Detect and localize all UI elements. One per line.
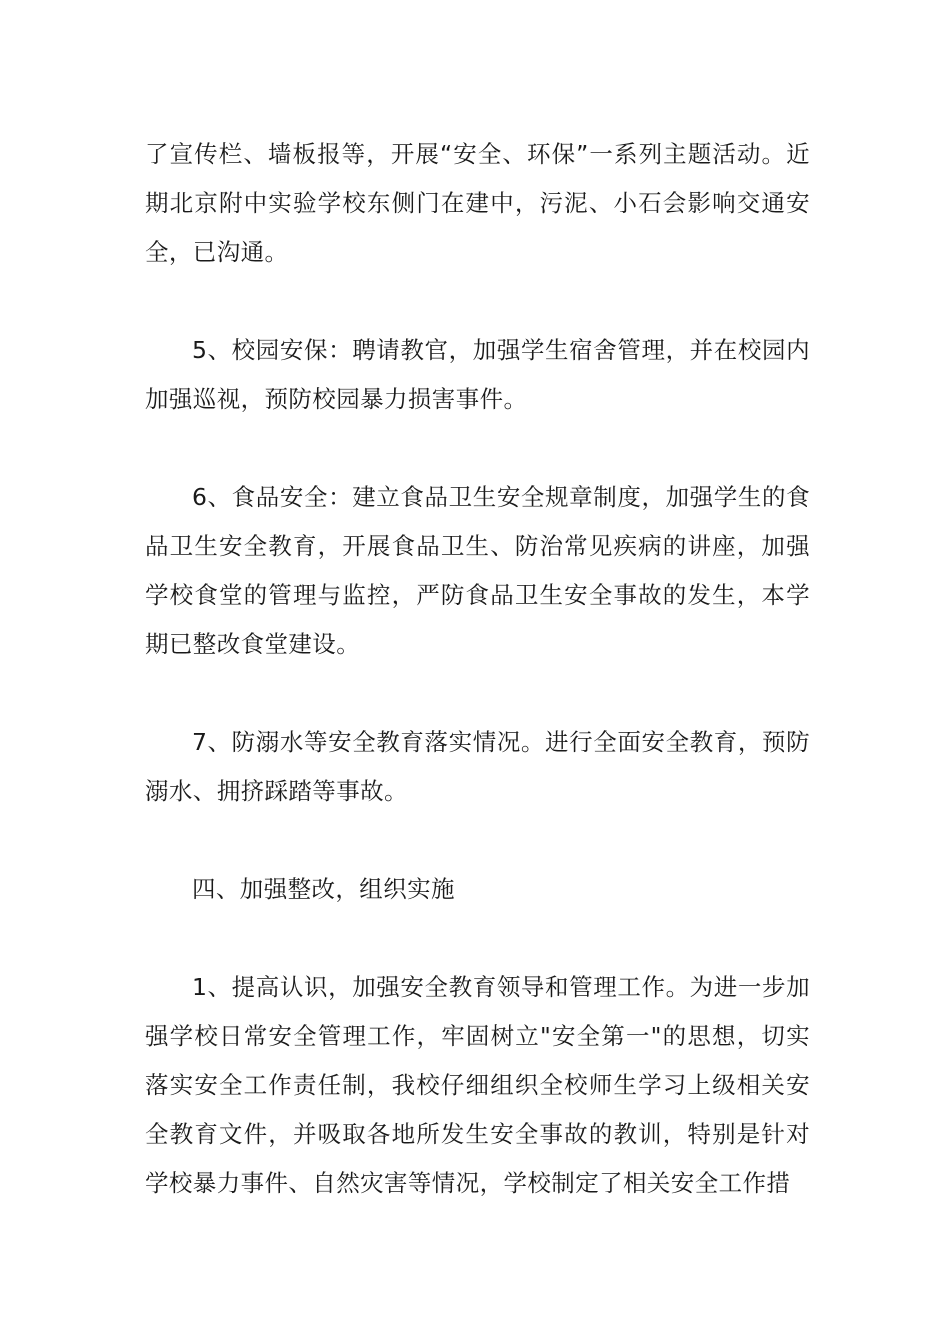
- section-heading: 四、加强整改，组织实施: [192, 875, 455, 903]
- paragraph-gap: [145, 816, 810, 865]
- paragraph-food-safety: 6、食品安全：建立食品卫生安全规章制度，加强学生的食品卫生安全教育，开展食品卫生、防治常见疾病的讲座，加强学校食堂的管理与监控，严防食品卫生安全事故的发生，本学期已整改食堂建设。: [145, 483, 810, 658]
- paragraph-gap: [145, 424, 810, 473]
- paragraph-gap: [145, 277, 810, 326]
- paragraph-campus-security: 5、校园安保：聘请教官，加强学生宿舍管理，并在校园内加强巡视，预防校园暴力损害事件。: [145, 336, 810, 413]
- paragraph-gap: [145, 669, 810, 718]
- paragraph-drowning-prevention: 7、防溺水等安全教育落实情况。进行全面安全教育，预防溺水、拥挤踩踏等事故。: [145, 728, 810, 805]
- paragraph-gap: [145, 914, 810, 963]
- paragraph-raise-awareness: 1、提高认识，加强安全教育领导和管理工作。为进一步加强学校日常安全管理工作，牢固树立"安全第一"的思想，切实落实安全工作责任制，我校仔细组织全校师生学习上级相关安全教育文件，并吸取各地所发生安全事故的教训，特别是针对学校暴力事件、自然灾害等情况，学校制定了相关安全工作措: [145, 973, 810, 1197]
- paragraph-continuation: 了宣传栏、墙板报等，开展“安全、环保”一系列主题活动。近期北京附中实验学校东侧门在建中，污泥、小石会影响交通安全，已沟通。: [145, 140, 810, 266]
- document-page: [145, 130, 810, 1208]
